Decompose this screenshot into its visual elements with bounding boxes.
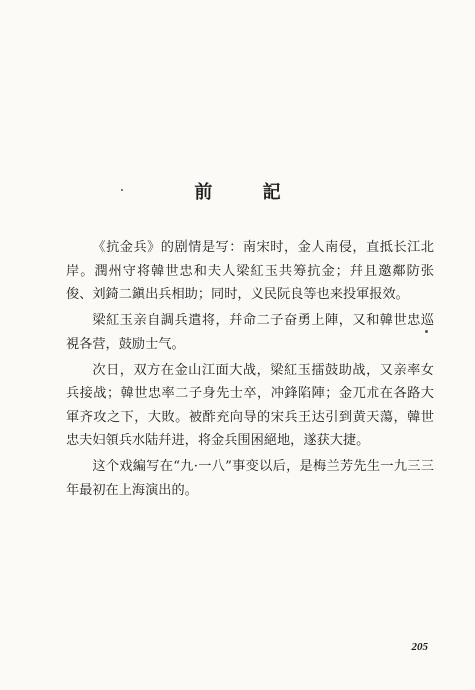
body-text	[66, 236, 434, 505]
paragraph-2: 梁紅玉亲自調兵遣将，幷命二子奋勇上陣，又和韓世忠巡視各营，鼓励士气。	[66, 313, 434, 352]
paragraph-4: 这个戏編写在“九·一八”事变以后，是梅兰芳先生一九三三年最初在上海演出的。	[66, 459, 434, 498]
page-number: 205	[411, 641, 428, 653]
page-title: 前 記	[194, 182, 303, 203]
paragraph-1: 《抗金兵》的剧情是写：南宋时，金人南侵，直抵长江北岸。潤州守将韓世忠和夫人梁紅玉共筹抗金；幷且邀鄰防张俊、刘錡二鎭出兵相助；同时，义民阮良等也来投軍报效。	[66, 240, 434, 302]
paragraph-3: 次日，双方在金山江面大战，梁紅玉擂鼓助战，又亲率女兵接战；韓世忠率二子身先士卒，冲鋒陷陣；金兀朮在各路大軍齐攻之下，大敗。被酢充向导的宋兵王达引到黄天蕩，韓世忠夫妇領兵水陆幷进，将金兵围困絕地，遂获大捷。	[66, 362, 434, 448]
